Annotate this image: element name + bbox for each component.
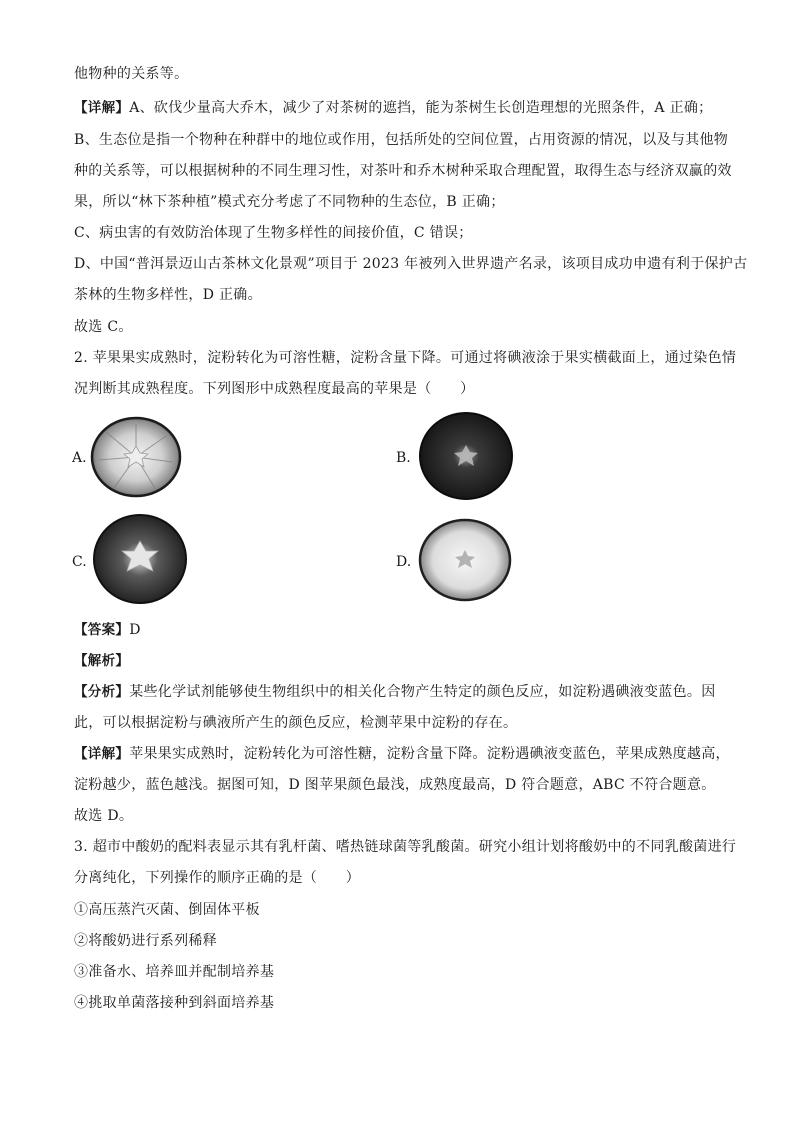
text-line: D、中国“普洱景迈山古茶林文化景观”项目于 2023 年被列入世界遗产名录，该项目成功申遗有利于保护古 [74,256,748,272]
apple-cross-section-lightest-icon [418,518,512,602]
apple-cross-section-dark-icon [418,411,514,501]
text-line: 茶林的生物多样性，D 正确。 [74,287,262,303]
option-c-label: C. [72,554,87,570]
detail-paragraph [74,744,730,764]
text-line: 种的关系等，可以根据树种的不同生理习性，对茶叶和乔木树种采取合理配置，取得生态与经济双赢的效 [74,163,732,179]
question-2-stem: 况判断其成熟程度。下列图形中成熟程度最高的苹果是（ ） [74,381,475,397]
question-3-stem: 3. 超市中酸奶的配料表显示其有乳杆菌、嗜热链球菌等乳酸菌。研究小组计划将酸奶中的不同乳酸菌进行 [74,839,737,855]
analysis-line [74,651,129,671]
detail-paragraph [74,98,712,118]
answer-tag: 【答案】 [74,622,130,638]
answer-value: D [129,622,141,638]
answer-line [74,620,141,640]
list-item: ④挑取单菌落接种到斜面培养基 [74,995,275,1011]
apple-cross-section-medium-dark-icon [92,513,188,605]
fenxi-paragraph [74,682,716,702]
option-d-label: D. [396,554,412,570]
text-line: 他物种的关系等。 [74,66,189,82]
text-line: 果，所以“林下茶种植”模式充分考虑了不同物种的生态位，B 正确； [74,194,505,210]
apple-cross-section-light-icon [90,416,182,498]
detail-tag: 【详解】 [74,100,130,116]
question-2-stem: 2. 苹果果实成熟时，淀粉转化为可溶性糖，淀粉含量下降。可通过将碘液涂于果实横截面上，通过染色情 [74,350,737,366]
text-line: 故选 C。 [74,319,133,335]
text-line: 此，可以根据淀粉与碘液所产生的颜色反应，检测苹果中淀粉的存在。 [74,715,518,731]
text-line: C、病虫害的有效防治体现了生物多样性的间接价值，C 错误； [74,225,473,241]
fenxi-tag: 【分析】 [74,684,130,700]
text-line: A、砍伐少量高大乔木，减少了对茶树的遮挡，能为茶树生长创造理想的光照条件，A 正确； [129,100,713,116]
text-line: B、生态位是指一个物种在种群中的地位或作用，包括所处的空间位置，占用资源的情况，以及与其他物 [74,132,729,148]
option-b-label: B. [396,450,411,466]
question-3-stem: 分离纯化，下列操作的顺序正确的是（ ） [74,870,360,886]
detail-tag: 【详解】 [74,746,130,762]
list-item: ③准备水、培养皿并配制培养基 [74,964,275,980]
list-item: ①高压蒸汽灭菌、倒固体平板 [74,902,260,918]
text-line: 故选 D。 [74,808,134,824]
analysis-tag: 【解析】 [74,653,130,669]
text-line: 某些化学试剂能够使生物组织中的相关化合物产生特定的颜色反应，如淀粉遇碘液变蓝色。因 [129,684,716,700]
text-line: 苹果果实成熟时，淀粉转化为可溶性糖，淀粉含量下降。淀粉遇碘液变蓝色，苹果成熟度越高， [129,746,730,762]
option-a-label: A. [72,450,87,466]
text-line: 淀粉越少，蓝色越浅。据图可知，D 图苹果颜色最浅，成熟度最高，D 符合题意，ABC 不符合题意。 [74,777,716,793]
list-item: ②将酸奶进行系列稀释 [74,933,217,949]
